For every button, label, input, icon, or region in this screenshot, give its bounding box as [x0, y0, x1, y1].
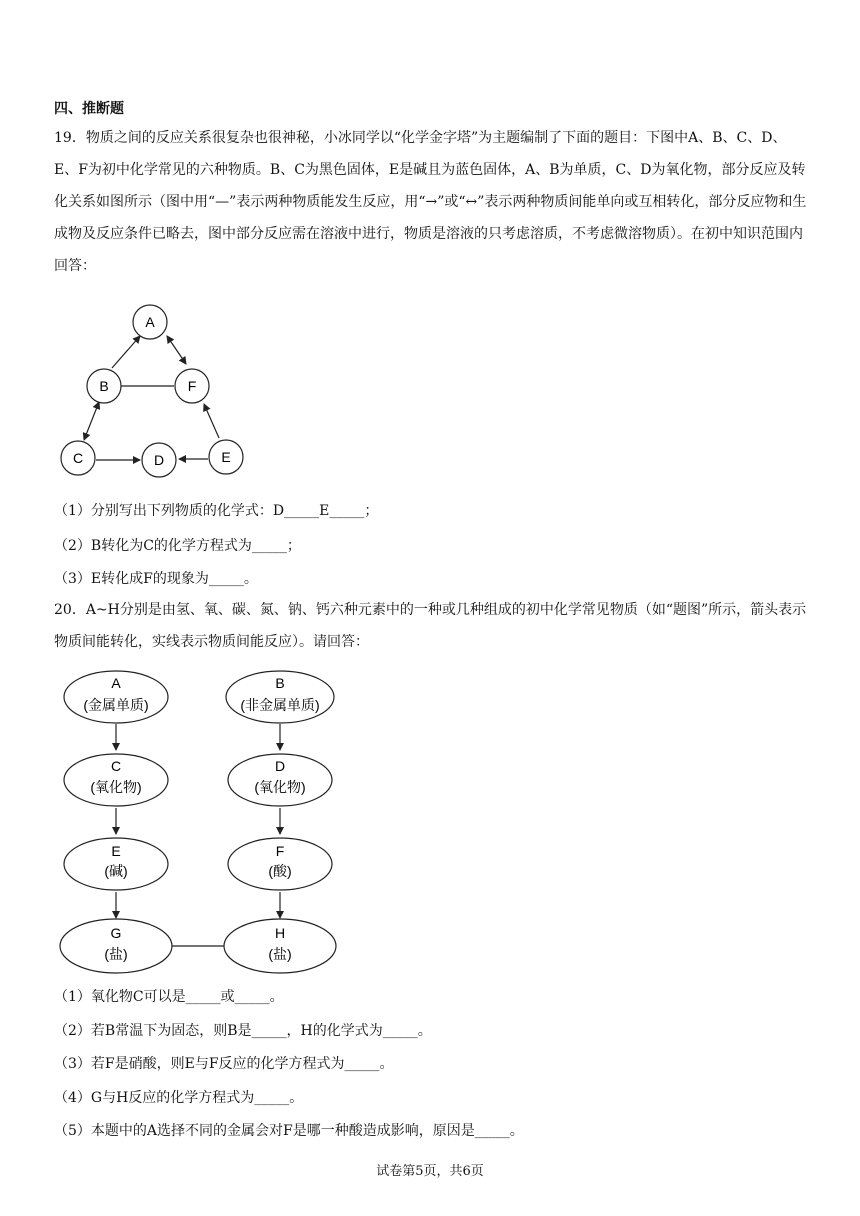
q20-node-a-type: (金属单质): [83, 697, 149, 713]
q20-node-h-type: (盐): [268, 946, 292, 962]
arrow-b-c: [84, 402, 99, 440]
q19-node-f: [175, 369, 209, 403]
q19-node-b: [87, 369, 121, 403]
q19-node-d: [142, 443, 176, 477]
q20-node-g-type: (盐): [104, 946, 128, 962]
q19-node-e-label: E: [221, 449, 231, 465]
q19-node-d-label: D: [153, 452, 165, 468]
q20-node-d: [228, 754, 332, 806]
q20-node-a-letter: A: [111, 675, 121, 691]
q20-node-d-letter: D: [274, 758, 286, 774]
q20-node-c-type: (氧化物): [90, 779, 142, 795]
q19-node-e: [209, 440, 243, 474]
q20-node-a: [64, 671, 168, 723]
q19-node-c: [61, 441, 95, 475]
arrow-a-f: [167, 336, 186, 364]
q19-stem: 19．物质之间的反应关系很复杂也很神秘，小冰同学以“化学金字塔”为主题编制了下面的题目：下图中A、B、C、D、E、F为初中化学常见的六种物质。B、C为黑色固体，E是碱且为蓝色固体，A、B为单质，C、D为氧化物，部分反应及转化关系如图所示（图中用“—”表示两种物质能发生反应，用“→”或“↔”表示两种物质间能单向或互相转化，部分反应物和生成物及反应条件已略去，图中部分反应需在溶液中进行，物质是溶液的只考虑溶质，不考虑微溶物质）。在初中知识范围内回答：: [54, 130, 807, 274]
q19-sub3: （3）E转化成F的现象为_____。: [54, 571, 258, 587]
page-footer: 试卷第5页，共6页: [376, 1164, 484, 1179]
q20-node-d-type: (氧化物): [254, 779, 306, 795]
q20-node-c: [64, 754, 168, 806]
q20-node-f: [228, 838, 332, 890]
q20-node-e-type: (碱): [104, 863, 128, 879]
q20-node-f-letter: F: [275, 843, 285, 859]
q20-node-e-letter: E: [111, 843, 121, 859]
q20-node-b-type: (非金属单质): [240, 697, 320, 713]
q20-sub1: （1）氧化物C可以是_____或_____。: [54, 989, 284, 1005]
q20-sub5: （5）本题中的A选择不同的金属会对F是哪一种酸造成影响，原因是_____。: [54, 1123, 524, 1139]
q20-sub4: （4）G与H反应的化学方程式为_____。: [54, 1090, 304, 1106]
q20-node-h-letter: H: [274, 925, 286, 941]
arrow-e-to-f: [204, 404, 219, 438]
q20-node-e: [64, 838, 168, 890]
q20-stem: 20．A~H分别是由氢、氧、碳、氮、钠、钙六种元素中的一种或几种组成的初中化学常见物质（如“题图”所示，箭头表示物质间能转化，实线表示物质间能反应）。请回答：: [54, 602, 807, 650]
q20-node-b: [226, 671, 334, 723]
q19-node-f-label: F: [187, 378, 197, 394]
q19-node-a-label: A: [145, 314, 155, 330]
q20-sub2: （2）若B常温下为固态，则B是_____，H的化学式为_____。: [54, 1023, 432, 1039]
q20-diagram: [54, 668, 344, 978]
q20-node-b-letter: B: [275, 675, 285, 691]
arrow-b-to-a: [112, 336, 140, 368]
q19-sub1: （1）分别写出下列物质的化学式：D_____E_____；: [54, 503, 379, 519]
section-title: 四、推断题: [54, 101, 124, 117]
q20-node-g-letter: G: [110, 925, 122, 941]
q19-node-c-label: C: [72, 450, 84, 466]
q20-node-f-type: (酸): [268, 863, 292, 879]
q20-node-h: [224, 919, 336, 973]
q19-sub2: （2）B转化为C的化学方程式为_____；: [54, 538, 301, 554]
q19-node-a: [133, 305, 167, 339]
q20-sub3: （3）若F是硝酸，则E与F反应的化学方程式为_____。: [54, 1056, 394, 1072]
q19-node-b-label: B: [99, 378, 109, 394]
q20-node-c-letter: C: [110, 758, 122, 774]
q19-diagram: [54, 300, 254, 485]
q20-node-g: [60, 919, 172, 973]
